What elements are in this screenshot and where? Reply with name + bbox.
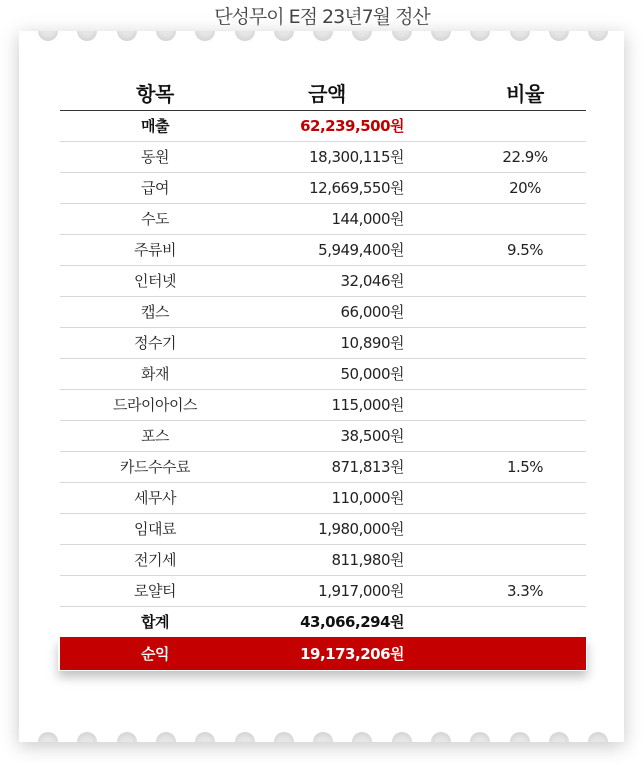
revenue-row	[60, 110, 586, 141]
scallop	[195, 31, 215, 41]
receipt-paper	[19, 31, 624, 742]
scallop	[195, 732, 215, 742]
row-ratio: 9.5%	[404, 234, 586, 265]
scallop	[235, 31, 255, 41]
table-row	[60, 358, 586, 389]
scallop	[313, 732, 333, 742]
row-amount: 811,980원	[250, 544, 404, 575]
scallop	[549, 31, 569, 41]
scallop	[274, 732, 294, 742]
row-item: 수도	[60, 203, 250, 234]
table-row	[60, 544, 586, 575]
table-row	[60, 296, 586, 327]
total-amount: 43,066,294원	[300, 613, 404, 632]
row-ratio	[404, 420, 586, 451]
scallop	[274, 31, 294, 41]
scallop	[510, 31, 530, 41]
scalloped-edge-bottom	[19, 730, 624, 742]
scallop	[313, 31, 333, 41]
scallop	[38, 732, 58, 742]
row-item: 드라이아이스	[60, 389, 250, 420]
scallop	[117, 732, 137, 742]
scallop	[392, 31, 412, 41]
table-row	[60, 389, 586, 420]
table-row	[60, 203, 586, 234]
row-ratio	[404, 265, 586, 296]
total-row	[60, 606, 586, 637]
row-ratio	[404, 203, 586, 234]
scallop	[510, 732, 530, 742]
row-amount: 12,669,550원	[250, 172, 404, 203]
header-item: 항목	[60, 75, 250, 110]
row-item: 급여	[60, 172, 250, 203]
row-ratio	[404, 513, 586, 544]
table-row	[60, 451, 586, 482]
row-amount: 115,000원	[250, 389, 404, 420]
scallop	[156, 31, 176, 41]
scallop	[77, 31, 97, 41]
table-row	[60, 234, 586, 265]
row-item: 화재	[60, 358, 250, 389]
scallop	[588, 732, 608, 742]
header-amount: 금액	[250, 75, 404, 110]
row-item: 전기세	[60, 544, 250, 575]
settlement-table	[60, 75, 586, 670]
row-amount: 66,000원	[250, 296, 404, 327]
row-amount: 110,000원	[250, 482, 404, 513]
row-item: 로얄티	[60, 575, 250, 606]
row-ratio	[404, 544, 586, 575]
header-ratio: 비율	[404, 75, 586, 110]
row-ratio	[404, 482, 586, 513]
scalloped-edge-top	[19, 31, 624, 43]
total-label: 합계	[141, 613, 169, 632]
scallop	[588, 31, 608, 41]
table-row	[60, 513, 586, 544]
row-item: 세무사	[60, 482, 250, 513]
row-ratio	[404, 358, 586, 389]
table-row	[60, 172, 586, 203]
row-item: 캡스	[60, 296, 250, 327]
table-row	[60, 575, 586, 606]
table-row	[60, 327, 586, 358]
row-item: 인터넷	[60, 265, 250, 296]
scallop	[77, 732, 97, 742]
row-item: 정수기	[60, 327, 250, 358]
table-header	[60, 75, 586, 110]
row-ratio: 3.3%	[404, 575, 586, 606]
scallop	[235, 732, 255, 742]
scallop	[117, 31, 137, 41]
row-amount: 1,917,000원	[250, 575, 404, 606]
row-amount: 144,000원	[250, 203, 404, 234]
row-amount: 871,813원	[250, 451, 404, 482]
row-amount: 10,890원	[250, 327, 404, 358]
profit-label: 순익	[60, 637, 250, 670]
row-ratio: 22.9%	[404, 141, 586, 172]
table-row	[60, 420, 586, 451]
revenue-label: 매출	[60, 110, 250, 141]
row-amount: 32,046원	[250, 265, 404, 296]
row-amount: 18,300,115원	[250, 141, 404, 172]
scallop	[549, 732, 569, 742]
scallop	[431, 732, 451, 742]
profit-amount: 19,173,206원	[250, 637, 404, 670]
row-item: 카드수수료	[60, 451, 250, 482]
scallop	[352, 732, 372, 742]
scallop	[38, 31, 58, 41]
page-title: 단성무이 E점 23년7월 정산	[214, 6, 430, 28]
row-amount: 5,949,400원	[250, 234, 404, 265]
table-row	[60, 141, 586, 172]
revenue-amount: 62,239,500원	[250, 110, 404, 141]
row-amount: 1,980,000원	[250, 513, 404, 544]
row-ratio	[404, 296, 586, 327]
scallop	[392, 732, 412, 742]
scallop	[352, 31, 372, 41]
row-item: 주류비	[60, 234, 250, 265]
row-ratio: 20%	[404, 172, 586, 203]
row-ratio	[404, 327, 586, 358]
table-row	[60, 482, 586, 513]
scallop	[431, 31, 451, 41]
row-item: 임대료	[60, 513, 250, 544]
table-row	[60, 265, 586, 296]
scallop	[156, 732, 176, 742]
row-ratio	[404, 389, 586, 420]
scallop	[470, 732, 490, 742]
row-amount: 50,000원	[250, 358, 404, 389]
scallop	[470, 31, 490, 41]
row-item: 포스	[60, 420, 250, 451]
row-ratio: 1.5%	[404, 451, 586, 482]
row-item: 동원	[60, 141, 250, 172]
profit-row	[60, 637, 586, 670]
row-amount: 38,500원	[250, 420, 404, 451]
